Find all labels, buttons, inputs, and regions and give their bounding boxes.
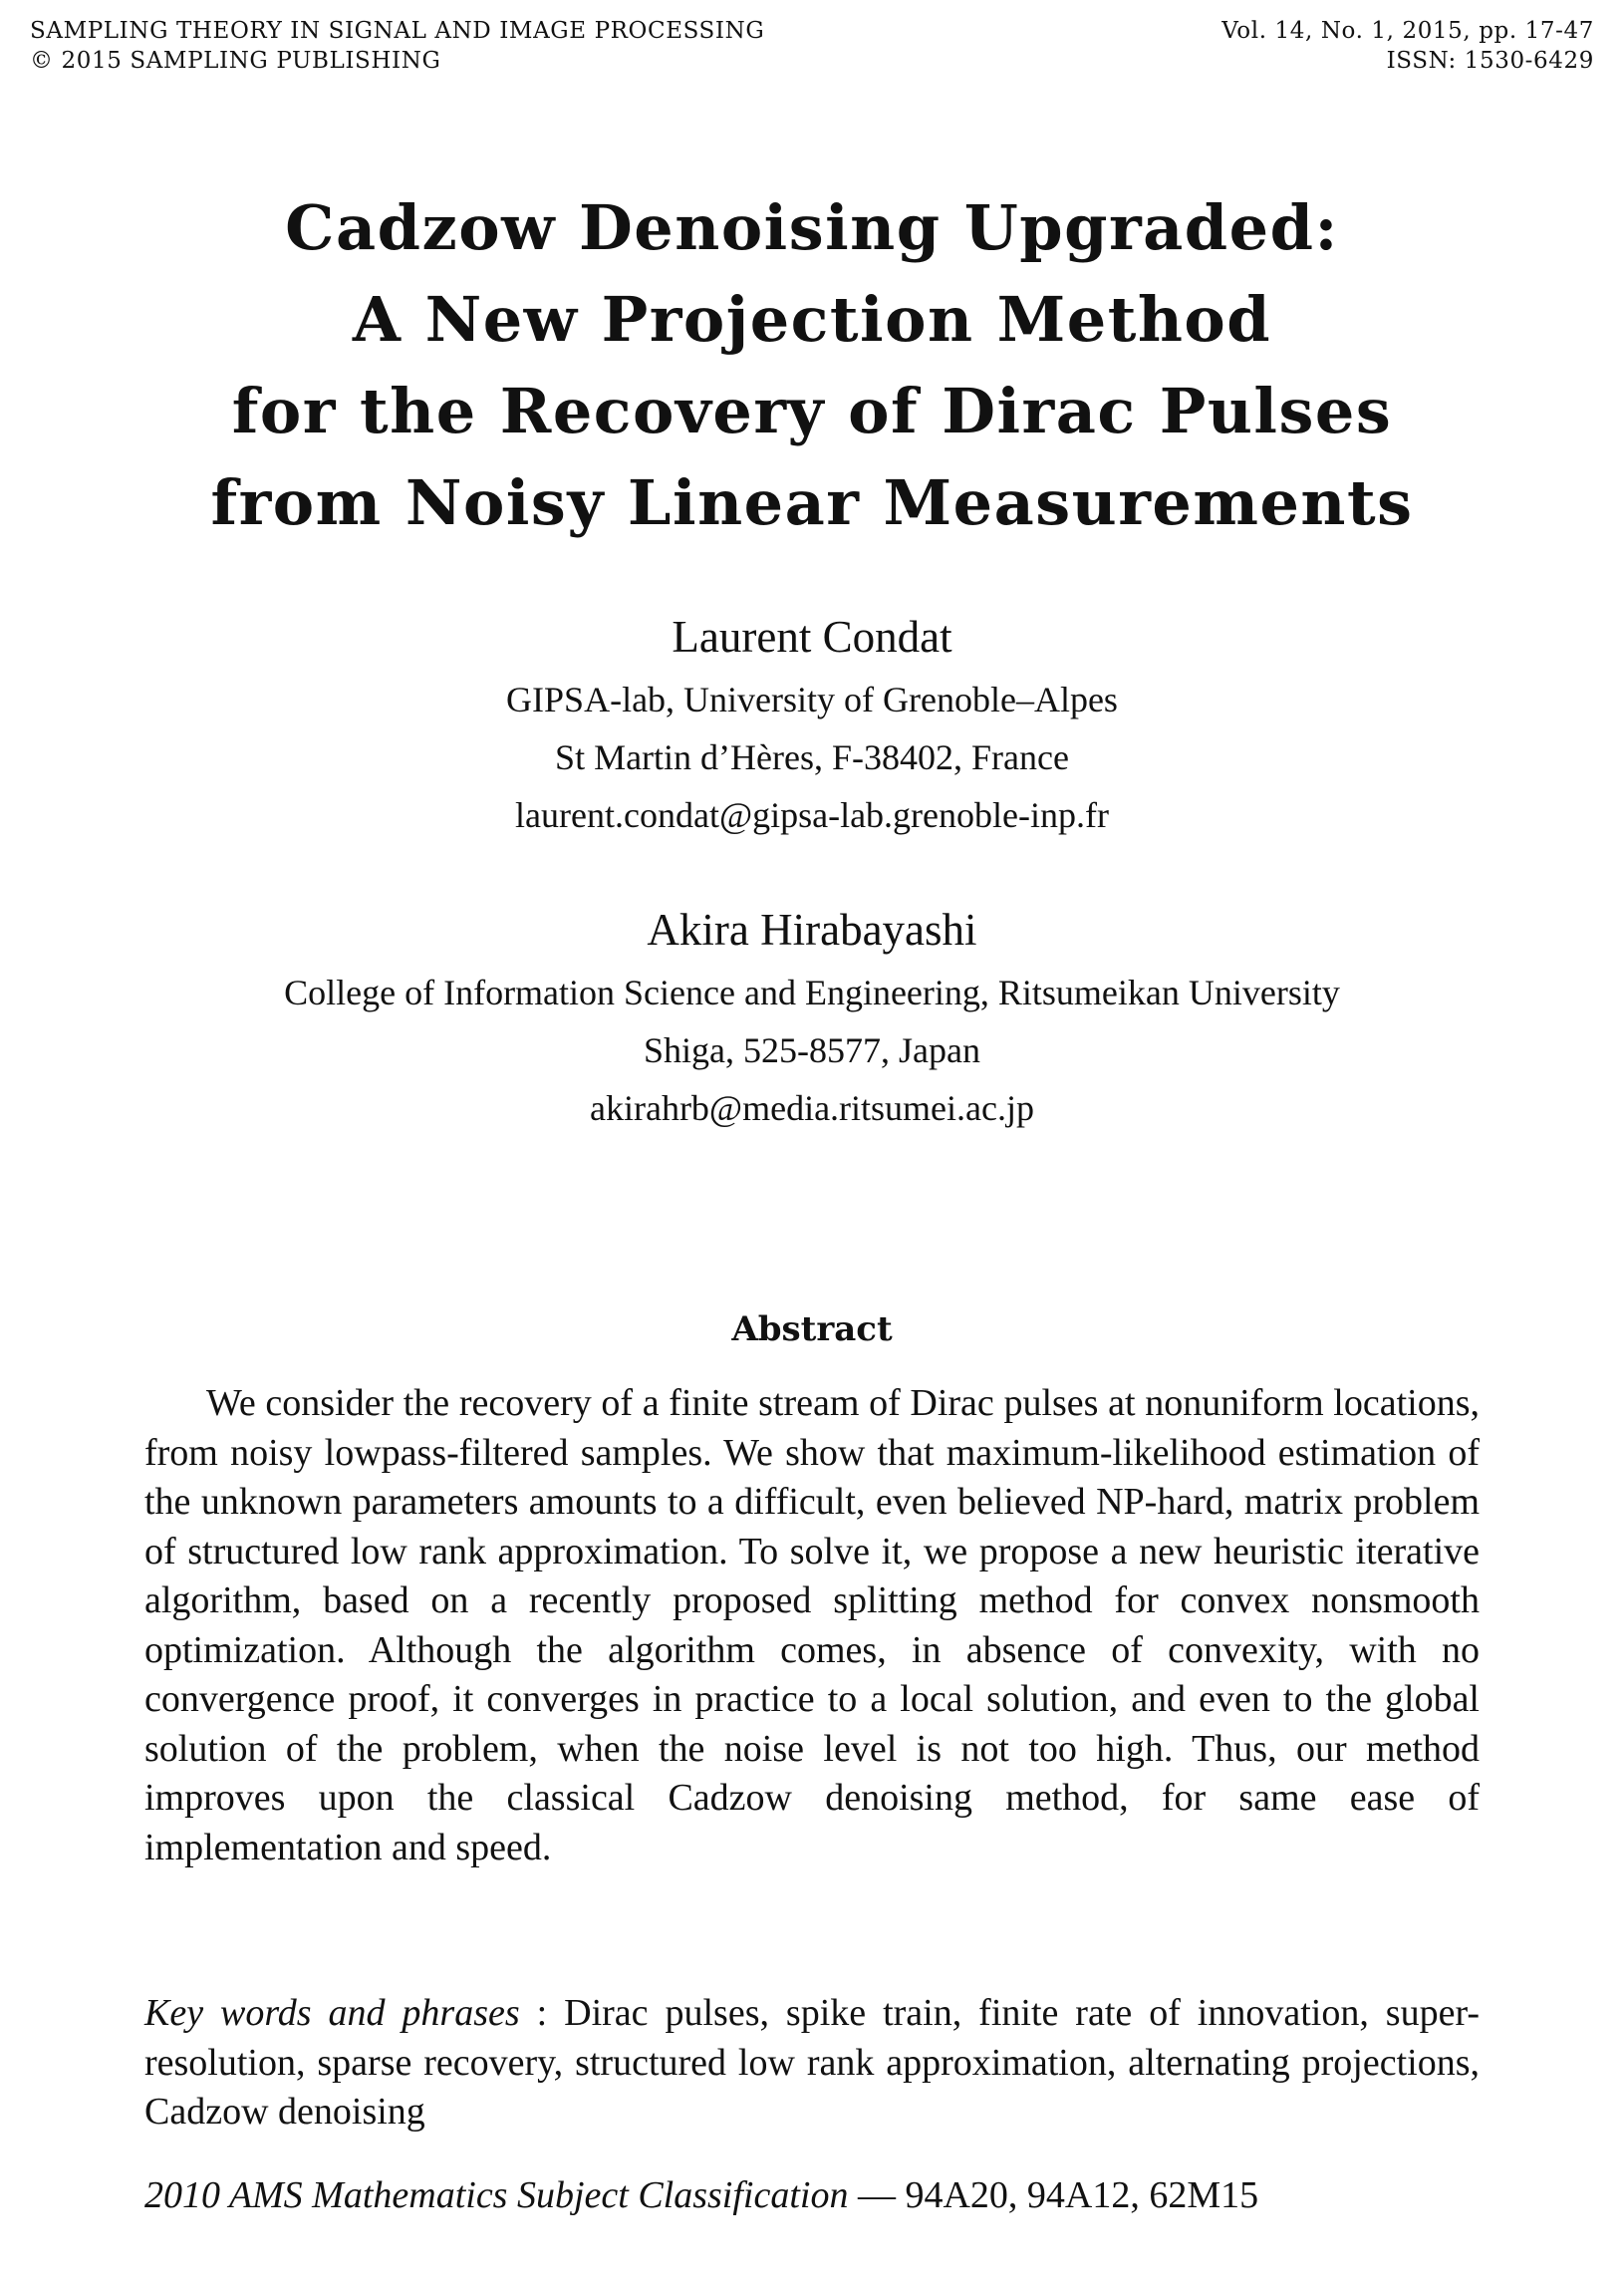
volume-info: Vol. 14, No. 1, 2015, pp. 17-47 — [1221, 18, 1594, 44]
keywords-section — [144, 1989, 1480, 2138]
keywords-separator: : — [519, 1992, 565, 2034]
author-name: Laurent Condat — [672, 612, 952, 662]
keywords-label: Key words and phrases — [144, 1992, 520, 2034]
author-address: St Martin d’Hères, F-38402, France — [555, 737, 1069, 777]
journal-header — [30, 16, 764, 76]
journal-name: SAMPLING THEORY IN SIGNAL AND IMAGE PROCESSING — [30, 18, 765, 44]
ams-label: 2010 AMS Mathematics Subject Classification — [144, 2174, 849, 2216]
author-block — [0, 896, 1624, 1137]
author-name: Akira Hirabayashi — [647, 905, 977, 955]
title-line: from Noisy Linear Measurements — [210, 466, 1414, 539]
copyright-line: © 2015 SAMPLING PUBLISHING — [30, 48, 441, 74]
author-affiliation: GIPSA-lab, University of Grenoble–Alpes — [506, 680, 1118, 719]
author-list — [0, 603, 1624, 1189]
issue-header — [1221, 16, 1594, 76]
author-address: Shiga, 525-8577, Japan — [644, 1030, 980, 1070]
paper-title — [0, 182, 1624, 549]
title-line: for the Recovery of Dirac Pulses — [231, 375, 1393, 447]
keywords-text: Dirac pulses, spike train, finite rate of innovation, super-resolution, sparse recovery, structured low rank approximation, alternating projections, Cadzow denoising — [144, 1992, 1480, 2133]
abstract-heading: Abstract — [731, 1309, 893, 1349]
author-email[interactable]: laurent.condat@gipsa-lab.grenoble-inp.fr — [515, 795, 1109, 835]
ams-classification — [144, 2170, 1480, 2220]
abstract-text: We consider the recovery of a finite stream of Dirac pulses at nonuniform locations, from noisy lowpass-filtered samples. We show that maximum-likelihood estimation of the unknown parameters amounts to a difficult, even believed NP-hard, matrix problem of structured low rank approximation. To solve it, we propose a new heuristic iterative algorithm, based on a recently proposed splitting method for convex nonsmooth optimization. Although the algorithm comes, in absence of convexity, with no convergence proof, it converges in practice to a local solution, and even to the global solution of the problem, when the noise level is not too high. Thus, our method improves upon the classical Cadzow denoising method, for same ease of implementation and speed. — [144, 1382, 1480, 1868]
ams-separator: — — [848, 2174, 906, 2216]
title-line: Cadzow Denoising Upgraded: — [285, 191, 1339, 264]
author-affiliation: College of Information Science and Engineering, Ritsumeikan University — [284, 973, 1340, 1012]
author-email[interactable]: akirahrb@media.ritsumei.ac.jp — [590, 1088, 1034, 1128]
ams-codes: 94A20, 94A12, 62M15 — [905, 2174, 1259, 2216]
issn-info: ISSN: 1530-6429 — [1386, 48, 1594, 74]
title-line: A New Projection Method — [352, 283, 1272, 356]
author-block — [0, 603, 1624, 844]
